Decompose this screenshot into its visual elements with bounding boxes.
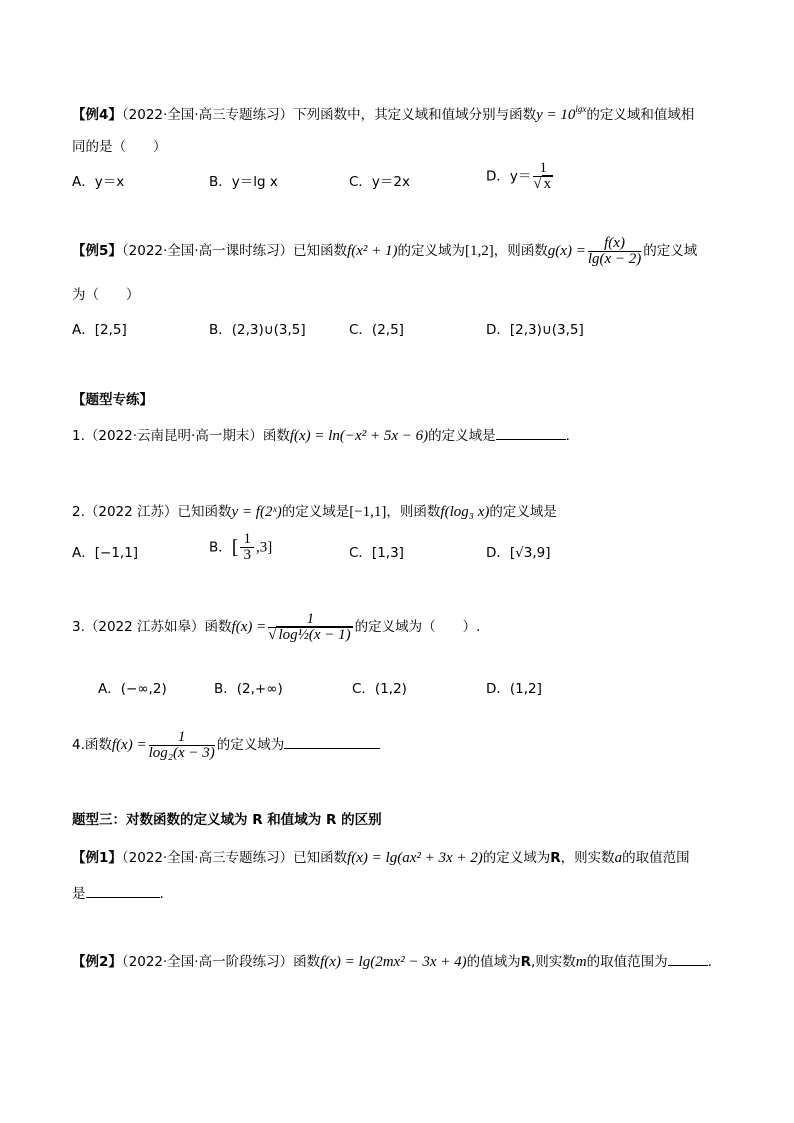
source-note: （2022·全国·高三专题练习） — [121, 850, 294, 866]
question-text: 的定义域和值域相 — [586, 107, 695, 123]
option-c: C．(1,2) — [352, 681, 407, 697]
drill-q4: 4.函数f(x) = $\frac{1}{\text{log₂(x − 3)}}$ 的定义域为 — [72, 730, 380, 761]
question-text: 下列函数中，其定义域和值域分别与函数 — [293, 107, 537, 123]
option-c: C．y＝2x — [349, 174, 410, 190]
source-note: （2022·全国·高一课时练习） — [121, 242, 294, 259]
type3-example-1-line2: 是 . — [72, 886, 164, 902]
formula: f(x² + 1) — [347, 242, 398, 259]
formula: f(x) = ln(−x² + 5x − 6) — [289, 428, 429, 444]
drill-q2: 2.（2022 江苏）已知函数y = f(2ˣ)的定义域是[−1,1]，则函数f(log₃ x)的定义域是 — [72, 504, 557, 520]
answer-blank — [668, 965, 708, 966]
type3-example-1-line1: 【例1】（2022·全国·高三专题练习）已知函数f(x) = lg(ax² + 3x + 2)的定义域为R，则实数a的取值范围 — [72, 850, 690, 866]
example-5-line1: 【例5】（2022·全国·高一课时练习）已知函数f(x² + 1)的定义域为[1,2]，则函数g(x) = $\frac{f(x)}{\lg(x - 2)}$ 的定义域 — [72, 235, 698, 267]
option-a: A．(−∞,2) — [98, 681, 167, 697]
formula: $y = 10^{lgx}$ — [536, 104, 587, 123]
option-a: A．y＝x — [72, 174, 125, 190]
type3-example-2: 【例2】（2022·全国·高一阶段练习）函数f(x) = lg(2mx² − 3x + 4)的值域为R,则实数m的取值范围为 . — [72, 954, 712, 970]
option-c: C．(2,5] — [349, 322, 404, 338]
answer-blank — [496, 439, 566, 440]
option-d: D．[2,3)∪(3,5] — [486, 322, 584, 338]
option-b: B．(2,+∞) — [214, 681, 283, 697]
drill-q1: 1.（2022·云南昆明·高一期末）函数f(x) = ln(−x² + 5x − 6)的定义域是 ． — [72, 428, 580, 444]
example-label: 【例1】 — [72, 850, 122, 866]
option-a: A．[−1,1] — [72, 545, 139, 561]
section-heading: 题型三：对数函数的定义域为 R 和值域为 R 的区别 — [72, 812, 382, 828]
example-5-line2: 为（ ） — [72, 287, 140, 303]
option-d: D．[√3,9] — [486, 545, 551, 561]
answer-blank — [86, 897, 160, 898]
formula: [−1,1] — [349, 504, 387, 520]
option-b: B．[ $\frac{1}{3}$ ,3] — [209, 531, 273, 563]
formula: f(log₃ x) — [440, 504, 490, 520]
option-c: C．[1,3] — [349, 545, 404, 561]
example-label: 【例5】 — [72, 242, 122, 259]
fraction: $\frac{1}{√ x}$ — [533, 160, 552, 192]
option-d: D．(1,2] — [486, 681, 542, 697]
option-b: B．(2,3)∪(3,5] — [209, 322, 306, 338]
formula: g(x) = $\frac{f(x)}{\lg(x - 2)}$ — [547, 235, 642, 267]
option-b: B．y＝lg x — [209, 174, 278, 190]
formula: f(x) = $\frac{1}{\text{√ log½(x − 1)}}$ — [231, 611, 351, 643]
source-note: （2022·全国·高三专题练习） — [121, 107, 294, 123]
option-d: D．y＝ $\frac{1}{√ x}$ — [486, 160, 552, 192]
drill-q3: 3.（2022 江苏如皋）函数f(x) = $\frac{1}{\text{√ log½(x − 1)}}$ 的定义域为（ ）. — [72, 611, 481, 643]
formula: [1,2] — [465, 242, 494, 259]
formula: f(x) = lg(ax² + 3x + 2) — [347, 850, 483, 866]
formula: y = f(2ˣ) — [231, 504, 282, 520]
source-note: （2022·全国·高一阶段练习） — [121, 954, 294, 970]
formula: f(x) = $\frac{1}{\text{log₂(x − 3)}}$ — [111, 729, 215, 761]
example-label: 【例2】 — [72, 954, 122, 970]
example-4-line1 — [72, 103, 694, 124]
section-heading: 【题型专练】 — [72, 392, 153, 408]
option-a: A．[2,5] — [72, 322, 127, 338]
formula: f(x) = lg(2mx² − 3x + 4) — [320, 954, 467, 970]
example-label: 【例4】 — [72, 107, 122, 123]
example-4-line2: 同的是（ ） — [72, 139, 167, 155]
answer-blank — [284, 748, 380, 749]
